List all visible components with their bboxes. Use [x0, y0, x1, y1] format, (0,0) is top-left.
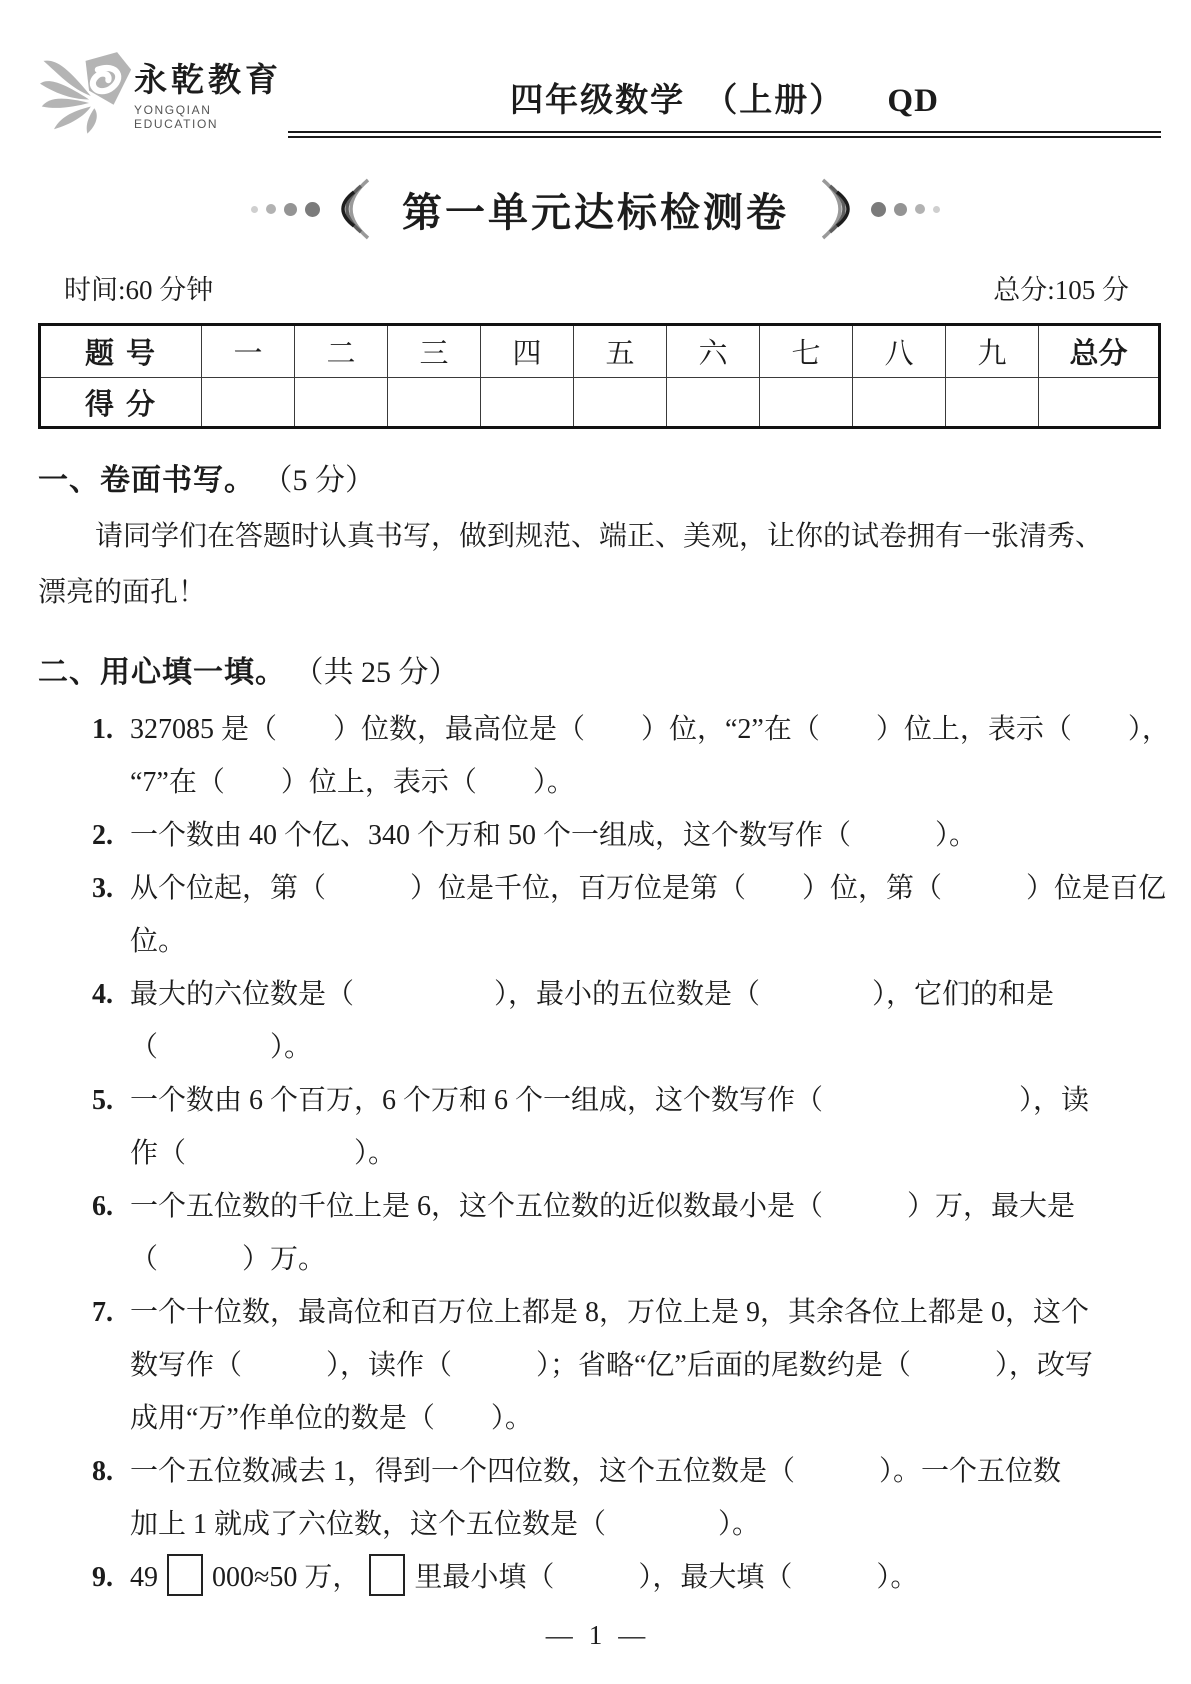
- question-6: [38, 1180, 1161, 1286]
- col-header-2: 二: [295, 325, 388, 378]
- question-line: 数写作（ ），读作（ ）；省略“亿”后面的尾数约是（ ），改写: [130, 1350, 1093, 1381]
- score-cell-1: [202, 378, 295, 428]
- question-line: 加上 1 就成了六位数，这个五位数是（ ）。: [130, 1509, 761, 1540]
- header-title-area: [288, 74, 1161, 138]
- col-header-1: 一: [202, 325, 295, 378]
- section-handwriting: [0, 461, 1191, 621]
- question-8: [38, 1445, 1161, 1551]
- question-number-label: 题 号: [40, 325, 202, 378]
- section1-heading: [38, 461, 1161, 501]
- question-line: 327085 是（ ）位数，最高位是（ ）位，“2”在（ ）位上，表示（ ），: [130, 714, 1170, 745]
- question-number: 7.: [92, 1297, 113, 1328]
- question-line: 一个十位数，最高位和百万位上都是 8，万位上是 9，其余各位上都是 0，这个: [130, 1297, 1090, 1328]
- question-number: 8.: [92, 1456, 113, 1487]
- col-header-9: 九: [946, 325, 1039, 378]
- question-line: [130, 1551, 1161, 1604]
- question-line: “7”在（ ）位上，表示（ ）。: [130, 767, 575, 798]
- question-line: 一个五位数减去 1，得到一个四位数，这个五位数是（ ）。一个五位数: [130, 1456, 1062, 1487]
- score-cell-2: [295, 378, 388, 428]
- question-number: 9.: [92, 1562, 113, 1593]
- exam-time: 时间:60 分钟: [64, 275, 214, 305]
- right-dots-ornament-icon: [871, 202, 940, 217]
- exam-meta-row: [0, 268, 1191, 307]
- exam-total-score: 总分:105 分: [993, 275, 1129, 305]
- paragraph-line: 漂亮的面孔！: [38, 577, 207, 608]
- paragraph-line: 请同学们在答题时认真书写，做到规范、端正、美观，让你的试卷拥有一张清秀、: [95, 521, 1104, 552]
- publisher-logo: [40, 50, 288, 138]
- score-table-header-row: [40, 325, 1160, 378]
- question-number: 1.: [92, 714, 113, 745]
- header-double-rule: [288, 131, 1161, 138]
- score-cell-5: [574, 378, 667, 428]
- question-9-text-pre: 49: [130, 1562, 158, 1593]
- question-4: [38, 968, 1161, 1074]
- question-line: 作（ ）。: [130, 1138, 397, 1169]
- book-title-main: 四年级数学: [510, 81, 686, 118]
- book-title-volume: （上册）: [704, 81, 845, 118]
- col-header-3: 三: [388, 325, 481, 378]
- book-title: [288, 74, 1161, 131]
- logo-text: [134, 54, 288, 131]
- question-9-text-post: 里最小填（ ），最大填（ ）。: [414, 1562, 919, 1593]
- col-header-8: 八: [853, 325, 946, 378]
- score-cell-8: [853, 378, 946, 428]
- col-header-5: 五: [574, 325, 667, 378]
- question-line: 一个数由 6 个百万，6 个万和 6 个一组成，这个数写作（ ），读: [130, 1085, 1090, 1116]
- question-number: 3.: [92, 873, 113, 904]
- col-header-7: 七: [760, 325, 853, 378]
- question-9: [38, 1551, 1161, 1604]
- page-header: [0, 0, 1191, 138]
- page-number: 1: [588, 1620, 603, 1650]
- section1-heading-text: 一、卷面书写。: [38, 464, 255, 497]
- fill-blank-box: [167, 1554, 203, 1596]
- question-line: （ ）万。: [130, 1244, 327, 1275]
- right-bracket-ornament-icon: [821, 178, 861, 240]
- score-table-score-row: [40, 378, 1160, 428]
- score-table: [38, 323, 1161, 429]
- question-line: （ ）。: [130, 1032, 313, 1063]
- question-9-text-mid: 000≈50 万，: [212, 1562, 361, 1593]
- col-header-total: 总分: [1039, 325, 1160, 378]
- phoenix-logo-icon: [40, 50, 132, 134]
- book-title-code: QD: [887, 83, 939, 119]
- left-bracket-ornament-icon: [330, 178, 370, 240]
- question-line: 一个数由 40 个亿、340 个万和 50 个一组成，这个数写作（ ）。: [130, 820, 978, 851]
- question-5: [38, 1074, 1161, 1180]
- fill-blank-box: [369, 1554, 405, 1596]
- question-number: 2.: [92, 820, 113, 851]
- unit-title-row: [0, 178, 1191, 240]
- score-cell-total: [1039, 378, 1160, 428]
- section2-heading-text: 二、用心填一填。: [38, 656, 286, 689]
- section1-paragraph: [38, 509, 1161, 621]
- question-7: [38, 1286, 1161, 1445]
- logo-name-cn: 永乾教育: [134, 62, 282, 99]
- question-line: 从个位起，第（ ）位是千位，百万位是第（ ）位，第（ ）位是百亿: [130, 873, 1167, 904]
- question-2: [38, 809, 1161, 862]
- footer-dash: —: [545, 1620, 573, 1650]
- question-3: [38, 862, 1167, 968]
- score-label: 得 分: [40, 378, 202, 428]
- question-list: [38, 703, 1170, 1604]
- question-1: [38, 703, 1170, 809]
- logo-name-en: YONGQIAN EDUCATION: [134, 102, 219, 131]
- page-footer: [0, 1620, 1191, 1651]
- footer-dash: —: [618, 1620, 646, 1650]
- question-line: 位。: [130, 926, 187, 957]
- exam-title: 第一单元达标检测卷: [402, 190, 789, 235]
- question-line: 最大的六位数是（ ），最小的五位数是（ ），它们的和是: [130, 979, 1055, 1010]
- section-fill-in: [0, 653, 1191, 1604]
- score-cell-7: [760, 378, 853, 428]
- section2-heading-score: （共 25 分）: [293, 656, 459, 689]
- section1-heading-score: （5 分）: [262, 464, 375, 497]
- left-dots-ornament-icon: [251, 202, 320, 217]
- question-number: 4.: [92, 979, 113, 1010]
- question-number: 6.: [92, 1191, 113, 1222]
- col-header-4: 四: [481, 325, 574, 378]
- col-header-6: 六: [667, 325, 760, 378]
- question-line: 成用“万”作单位的数是（ ）。: [130, 1403, 533, 1434]
- question-number: 5.: [92, 1085, 113, 1116]
- score-cell-3: [388, 378, 481, 428]
- score-cell-4: [481, 378, 574, 428]
- score-cell-9: [946, 378, 1039, 428]
- section2-heading: [38, 653, 1161, 693]
- question-line: 一个五位数的千位上是 6，这个五位数的近似数最小是（ ）万，最大是: [130, 1191, 1076, 1222]
- score-cell-6: [667, 378, 760, 428]
